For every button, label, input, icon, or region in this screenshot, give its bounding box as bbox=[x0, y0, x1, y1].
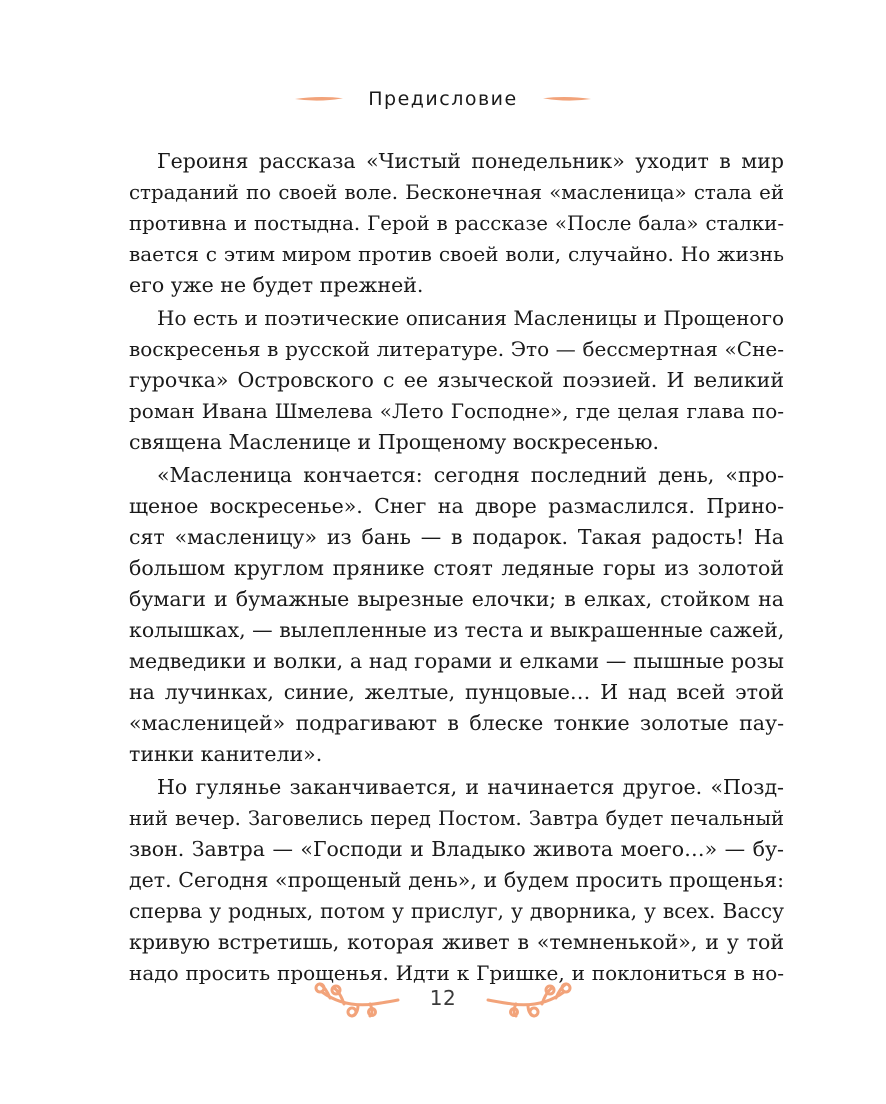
text-line: Героиня рассказа «Чистый понедельник» уходит в мир bbox=[157, 149, 784, 173]
text-line: сят «масленицу» из бань — в подарок. Такая радость! На bbox=[129, 525, 784, 549]
text-line: «Масленица кончается: сегодня последний день, «про- bbox=[157, 463, 784, 487]
running-header bbox=[0, 84, 886, 114]
text-line: «масленицей» подрагивают в блеске тонкие золотые пау- bbox=[129, 711, 784, 735]
paragraph bbox=[129, 460, 784, 770]
text-line: священа Масленице и Прощеному воскресенью. bbox=[129, 430, 660, 454]
text-line: звон. Завтра — «Господи и Владыко живота моего…» — бу- bbox=[129, 837, 784, 861]
text-line: кривую встретишь, которая живет в «темненькой», и у той bbox=[129, 930, 784, 954]
text-line: дет. Сегодня «прощеный день», и будем просить прощенья: bbox=[129, 868, 784, 892]
text-line: гурочка» Островского с ее языческой поэзией. И великий bbox=[129, 368, 784, 392]
paragraph bbox=[129, 772, 784, 989]
dash-ornament-icon bbox=[542, 95, 592, 103]
text-line: Но есть и поэтические описания Масленицы и Прощеного bbox=[157, 306, 784, 330]
text-line: сперва у родных, потом у прислуг, у дворника, у всех. Вассу bbox=[129, 899, 784, 923]
text-line: колышках, — вылепленные из теста и выкрашенные сажей, bbox=[129, 618, 784, 642]
text-line: надо просить прощенья. Идти к Гришке, и поклониться в но- bbox=[129, 961, 784, 985]
page-footer bbox=[0, 978, 886, 1018]
text-line: большом круглом прянике стоят ледяные горы из золотой bbox=[129, 556, 784, 580]
paragraph bbox=[129, 303, 784, 458]
text-line: его уже не будет прежней. bbox=[129, 273, 424, 297]
paragraph bbox=[129, 146, 784, 301]
dash-ornament-icon bbox=[294, 95, 344, 103]
sprig-ornament-icon bbox=[314, 978, 400, 1018]
page-number: 12 bbox=[429, 986, 457, 1010]
text-line: на лучинках, синие, желтые, пунцовые… И над всей этой bbox=[129, 680, 784, 704]
text-line: тинки канители». bbox=[129, 742, 323, 766]
text-line: бумаги и бумажные вырезные елочки; в елках, стойком на bbox=[129, 587, 784, 611]
text-line: ний вечер. Заговелись перед Постом. Завтра будет печальный bbox=[129, 807, 784, 830]
text-line: медведики и волки, а над горами и елками — пышные розы bbox=[129, 649, 784, 673]
text-line: роман Ивана Шмелева «Лето Господне», где целая глава по- bbox=[129, 399, 784, 423]
text-line: страданий по своей воле. Бесконечная «масленица» стала ей bbox=[129, 181, 784, 204]
sprig-ornament-icon bbox=[486, 978, 572, 1018]
text-line: воскресенья в русской литературе. Это — бессмертная «Сне- bbox=[129, 337, 784, 361]
body-text bbox=[129, 146, 784, 991]
text-line: Но гулянье заканчивается, и начинается другое. «Позд- bbox=[157, 775, 784, 799]
text-line: вается с этим миром против своей воли, случайно. Но жизнь bbox=[129, 242, 784, 266]
text-line: противна и постыдна. Герой в рассказе «После бала» сталки- bbox=[129, 212, 784, 235]
text-line: щеное воскресенье». Снег на дворе размаслился. Прино- bbox=[129, 494, 784, 518]
chapter-title: Предисловие bbox=[368, 88, 518, 110]
